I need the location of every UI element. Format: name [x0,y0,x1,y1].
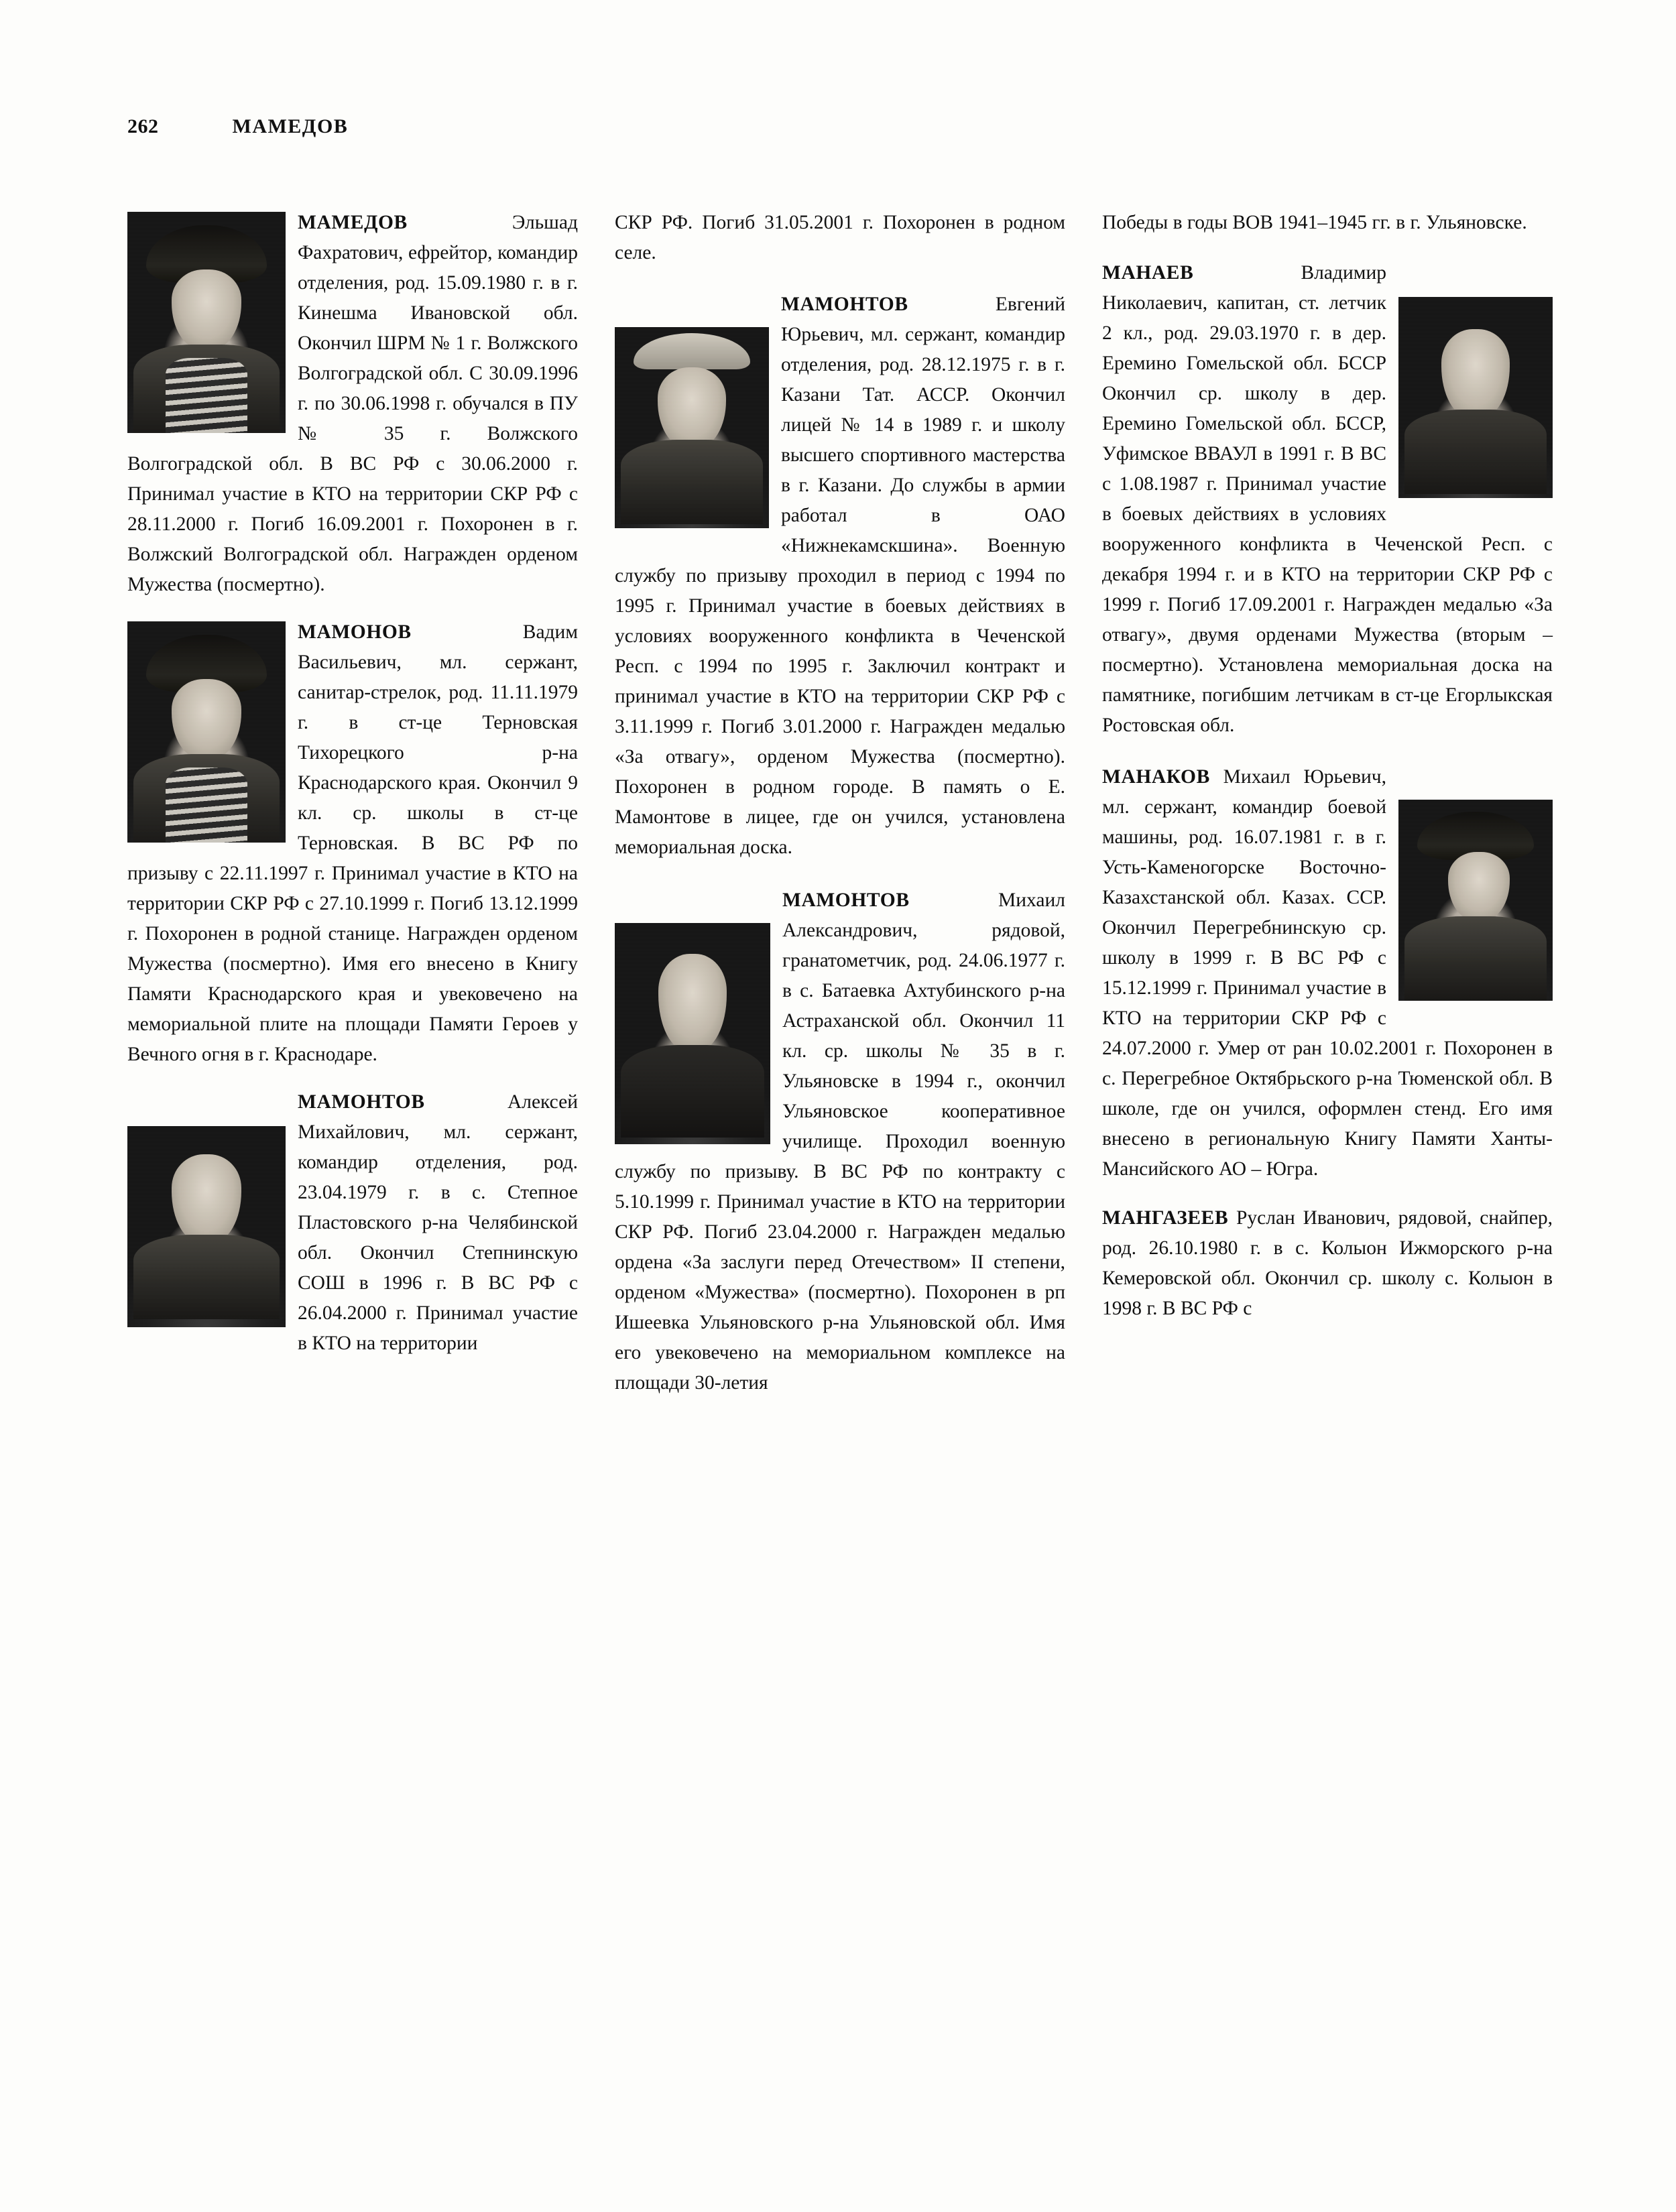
entry-body: Владимир Николаевич, капитан, ст. летчик 2 кл., род. 29.03.1970 г. в дер. Еремино Гомельской обл. БССР Окончил ср. школу в дер. Еремино Гомельской обл. БССР, Уфимское ВВАУЛ в 1991 г. В ВС с 1.08.1987 г. Принимал участие в боевых действиях в условиях вооруженного конфликта в Чеченской Респ. с декабря 1994 г. и в КТО на территории СКР РФ с 1999 г. Погиб 17.09.2001 г. Награжден медалью «За отвагу», двумя орденами Мужества (вторым – посмертно). Установлена мемориальная доска на памятнике, погибшим летчикам в ст-це Егорлыкская Ростовская обл. [1102,262,1553,736]
entry-mamontov-mikhail [615,885,1065,1398]
column-1 [127,208,578,2125]
entry-body: Руслан Иванович, рядовой, снайпер, род. 26.10.1980 г. в с. Колыон Ижморского р-на Кемеровской обл. Окончил ср. школу с. Колыон в 1998 г. В ВС РФ с [1102,1207,1553,1319]
entry-body: Михаил Юрьевич, мл. сержант, командир боевой машины, род. 16.07.1981 г. в г. Усть-Каменогорске Восточно-Казахстанской обл. Казах. ССР. Окончил Перегребнинскую ср. школу в 1999 г. В ВС РФ с 15.12.1999 г. Принимал участие в КТО на территории СКР РФ с 24.07.2000 г. Умер от ран 10.02.2001 г. Похоронен в с. Перегребное Октябрьского р-на Тюменской обл. В школе, где он учился, оформлен стенд. Его имя внесено в региональную Книгу Памяти Ханты-Мансийского АО – Югра. [1102,766,1553,1180]
portrait-mamontov-alexey [127,1126,286,1327]
column-2 [615,208,1065,2125]
text-columns [127,208,1555,2125]
portrait-mamedov [127,212,286,433]
entry-body: СКР РФ. Погиб 31.05.2001 г. Похоронен в родном селе. [615,212,1065,263]
entry-text [1102,208,1553,238]
column-3 [1102,208,1553,2125]
running-head [127,115,1549,142]
entry-body: Алексей Михайлович, мл. сержант, командир отделения, род. 23.04.1979 г. в с. Степное Пластовского р-на Челябинской обл. Окончил Степнинскую СОШ в 1996 г. В ВС РФ с 26.04.2000 г. Принимал участие в КТО на территории [298,1091,578,1354]
entry-name: МАМОНОВ [298,621,412,643]
entry-body: Михаил Александрович, рядовой, гранатометчик, род. 24.06.1977 г. в с. Батаевка Ахтубинского р-на Астраханской обл. Окончил 11 кл. ср. школы № 35 в г. Ульяновске в 1994 г., окончил Ульяновское кооперативное училище. Проходил военную службу по призыву. В ВС РФ по контракту с 5.10.1999 г. Принимал участие в КТО на территории СКР РФ. Погиб 23.04.2000 г. Награжден медалью ордена «За заслуги перед Отечеством» II степени, орденом «Мужества» (посмертно). Похоронен в рп Ишеевка Ульяновского р-на Ульяновской обл. Имя его увековечено на мемориальном комплексе на площади 30-летия [615,889,1065,1394]
entry-name: МАНАЕВ [1102,262,1194,284]
entry-name: МАМОНТОВ [298,1091,425,1113]
entry-body: Победы в годы ВОВ 1941–1945 гг. в г. Ульяновске. [1102,212,1527,233]
entry-manaev [1102,258,1553,741]
page-number: 262 [127,115,159,137]
portrait-mamontov-evgeniy [615,327,769,528]
portrait-manakov [1398,800,1553,1001]
entry-mamonov [127,617,578,1070]
entry-body: Евгений Юрьевич, мл. сержант, командир отделения, род. 28.12.1975 г. в г. Казани Тат. АССР. Окончил лицей № 14 в 1989 г. и школу высшего спортивного мастерства в г. Казани. До службы в армии работал в ОАО «Нижнекамскшина». Военную службу по призыву проходил в период с 1994 по 1995 г. Принимал участие в боевых действиях в условиях вооруженного конфликта в Чеченской Респ. с 1994 по 1995 г. Заключил контракт и принимал участие в КТО на территории СКР РФ с 3.11.1999 г. Погиб 3.01.2000 г. Награжден медалью «За отвагу», орденом Мужества (посмертно). Похоронен в родном городе. В память о Е. Мамонтове в лицее, где он учился, установлена мемориальная доска. [615,294,1065,858]
entry-manakov [1102,762,1553,1184]
portrait-manaev [1398,297,1553,498]
entry-mamedov [127,208,578,600]
entry-body: Вадим Васильевич, мл. сержант, санитар-стрелок, род. 11.11.1979 г. в ст-це Терновская Тихорецкого р-на Краснодарского края. Окончил 9 кл. ср. школы в ст-це Терновская. В ВС РФ по призыву с 22.11.1997 г. Принимал участие в КТО на территории СКР РФ с 27.10.1999 г. Погиб 13.12.1999 г. Похоронен в родной станице. Награжден орденом Мужества (посмертно). Имя его внесено в Книгу Памяти Краснодарского края и увековечено на мемориальной плите на площади Памяти Героев у Вечного огня в г. Краснодаре. [127,621,578,1065]
entry-continuation-mamontov-mikhail [1102,208,1553,238]
entry-text [615,208,1065,268]
portrait-mamonov [127,621,286,843]
portrait-mamontov-mikhail [615,923,770,1144]
entry-body: Эльшад Фахратович, ефрейтор, командир отделения, род. 15.09.1980 г. в г. Кинешма Ивановской обл. Окончил ШРМ № 1 г. Волжского Волгоградской обл. С 30.09.1996 г. по 30.06.1998 г. обучался в ПУ № 35 г. Волжского Волгоградской обл. В ВС РФ с 30.06.2000 г. Принимал участие в КТО на территории СКР РФ с 28.11.2000 г. Погиб 16.09.2001 г. Похоронен в г. Волжский Волгоградской обл. Награжден орденом Мужества (посмертно). [127,212,578,595]
entry-name: МАМОНТОВ [781,294,908,315]
entry-mangazeev [1102,1203,1553,1324]
entry-name: МАМЕДОВ [298,212,408,233]
entry-mamontov-evgeniy [615,290,1065,863]
entry-continuation-mamontov-alexey [615,208,1065,268]
running-head-title: МАМЕДОВ [232,115,349,137]
entry-mamontov-alexey [127,1087,578,1359]
entry-name: МАНГАЗЕЕВ [1102,1207,1229,1229]
entry-name: МАНАКОВ [1102,766,1210,788]
entry-text [1102,1203,1553,1324]
entry-name: МАМОНТОВ [782,889,910,911]
